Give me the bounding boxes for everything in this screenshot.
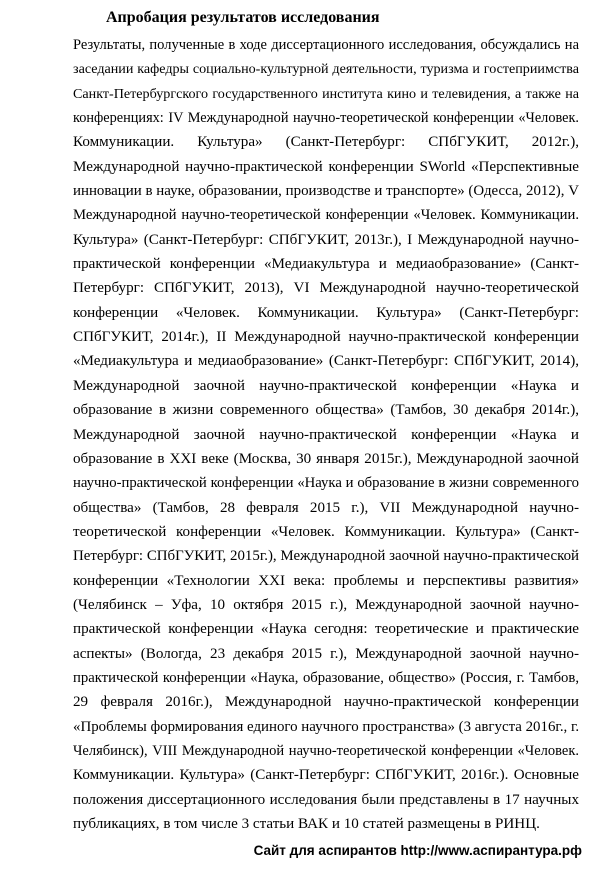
paragraph-line: аспекты» (Вологда, 23 декабря 2015 г.), Международной заочной научно- [73,645,579,662]
paragraph-line: инновации в науке, образовании, производстве и транспорте» (Одесса, 2012), V [73,183,579,200]
paragraph-line: положения диссертационного исследования были представлены в 17 научных [73,791,579,808]
paragraph-line: практической конференции «Наука сегодня: теоретические и практические [73,621,579,638]
paragraph-line: Петербург: СПбГУКИТ, 2015г.), Международной заочной научно-практической [73,548,579,565]
paragraph-line: СПбГУКИТ, 2014г.), II Международной научно-практической конференции [73,329,579,346]
paragraph-line: образование в XXI веке (Москва, 30 января 2015г.), Международной заочной [73,450,579,467]
site-footer: Сайт для аспирантов http://www.аспирантура.рф [253,843,582,858]
paragraph-line: Международной научно-теоретической конференции «Человек. Коммуникации. [73,207,579,224]
paragraph-line: публикациях, в том числе 3 статьи ВАК и 10 статей размещены в РИНЦ. [73,816,540,832]
paragraph-line: «Медиакультура и медиаобразование» (Санкт-Петербург: СПбГУКИТ, 2014), [73,353,579,370]
paragraph-line: Челябинск), VIII Международной научно-теоретической конференции «Человек. [73,742,579,759]
paragraph-line: теоретической конференции «Человек. Коммуникации. Культура» (Санкт- [73,523,579,540]
section-heading: Апробация результатов исследования [106,9,380,26]
paragraph-line: Петербург: СПбГУКИТ, 2013), VI Международной научно-теоретической [73,280,579,297]
body-paragraph [73,33,579,836]
paragraph-line: конференции «Технологии XXI века: проблемы и перспективы развития» [73,572,579,589]
paragraph-line: конференции «Человек. Коммуникации. Культура» (Санкт-Петербург: [73,304,579,321]
paragraph-line: (Челябинск – Уфа, 10 октября 2015 г.), Международной заочной научно- [73,596,579,613]
paragraph-line: Международной научно-практической конференции SWorld «Перспективные [73,158,579,175]
paragraph-line: конференциях: IV Международной научно-теоретической конференции «Человек. [73,110,579,127]
paragraph-line: общества» (Тамбов, 28 февраля 2015 г.), VII Международной научно- [73,499,579,516]
paragraph-line: Международной заочной научно-практической конференции «Наука и [73,426,579,443]
paragraph-line: научно-практической конференции «Наука и образование в жизни современного [73,475,579,492]
paragraph-line: Санкт-Петербургского государственного института кино и телевидения, а также на [73,85,579,102]
paragraph-line: заседании кафедры социально-культурной деятельности, туризма и гостеприимства [73,61,579,78]
paragraph-line: «Проблемы формирования единого научного пространства» (3 августа 2016г., г. [73,718,579,735]
paragraph-line: Коммуникации. Культура» (Санкт-Петербург: СПбГУКИТ, 2012г.), [73,134,579,151]
paragraph-line: Культура» (Санкт-Петербург: СПбГУКИТ, 2013г.), I Международной научно- [73,231,579,248]
paragraph-line: образование в жизни современного общества» (Тамбов, 30 декабря 2014г.), [73,402,579,419]
paragraph-line: 29 февраля 2016г.), Международной научно-практической конференции [73,694,579,711]
paragraph-line: практической конференции «Наука, образование, общество» (Россия, г. Тамбов, [73,669,579,686]
paragraph-line: практической конференции «Медиакультура и медиаобразование» (Санкт- [73,256,579,273]
paragraph-line: Коммуникации. Культура» (Санкт-Петербург: СПбГУКИТ, 2016г.). Основные [73,767,579,784]
paragraph-line: Международной заочной научно-практической конференции «Наука и [73,377,579,394]
paragraph-line: Результаты, полученные в ходе диссертационного исследования, обсуждались на [73,37,579,53]
